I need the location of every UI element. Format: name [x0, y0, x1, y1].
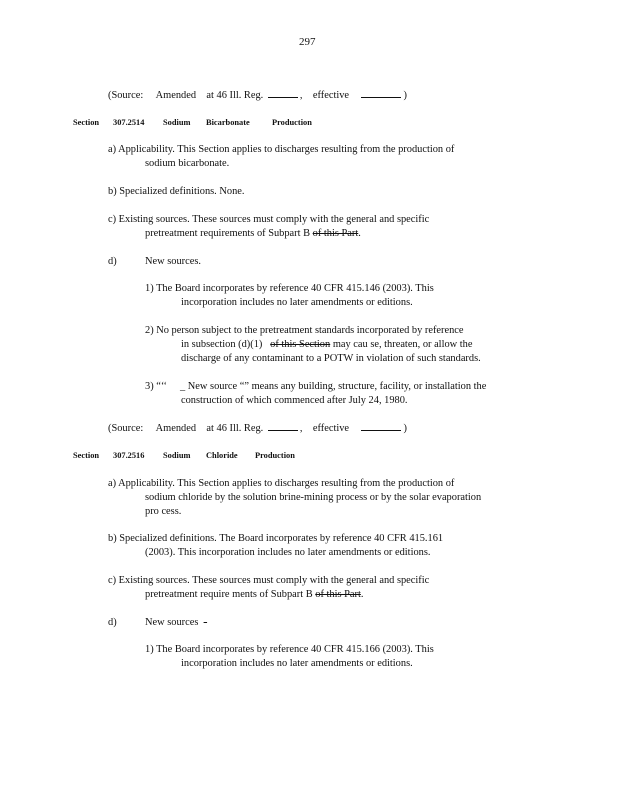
register-page-blank [268, 88, 298, 98]
section-word: Section [73, 451, 100, 460]
paragraph-line: c) Existing sources. These sources must comply with the general and specific [108, 575, 430, 586]
effective-date-blank [361, 88, 401, 98]
paragraph-line: b) Specialized definitions. None. [108, 186, 245, 197]
paragraph-line [145, 380, 486, 393]
paragraph-line: 1) The Board incorporates by reference 40 CFR 415.146 (2003). This [145, 283, 434, 294]
paragraph-line: 2) No person subject to the pretreatment standards incorporated by reference [145, 325, 464, 336]
paragraph-line: 1) The Board incorporates by reference 40 CFR 415.166 (2003). This [145, 644, 434, 655]
paragraph-line: incorporation includes no later amendments or editions. [181, 658, 413, 669]
section-word: Section [73, 118, 100, 127]
deleted-text: of this Part [312, 228, 359, 239]
source-effective: effective [312, 423, 350, 434]
section-heading [0, 118, 618, 130]
paragraph-line: sodium bicarbonate. [145, 158, 230, 169]
deleted-text: of this Section [270, 339, 331, 350]
text-run: New sources [145, 617, 199, 628]
deleted-text: of this Part [315, 589, 361, 600]
paragraph-line: New sources. [145, 256, 201, 267]
section-title-word: Sodium [163, 118, 191, 127]
text-run: may cau se, threaten, or allow the [332, 339, 473, 350]
paragraph-line: a) Applicability. This Section applies to discharges resulting from the production of [108, 478, 455, 489]
text-run: pretreatment require ments of Subpart B [145, 589, 313, 600]
source-reg: at 46 Ill. Reg. [206, 423, 264, 434]
paragraph-label: d) [108, 256, 117, 267]
text-run: _ New source “” means any building, structure, facility, or installation the [180, 381, 487, 392]
source-note: (Source: Amended at 46 Ill. Reg. , effective ) [108, 90, 407, 101]
effective-date-blank [361, 421, 401, 431]
source-effective: effective [312, 90, 350, 101]
paragraph-line: discharge of any contaminant to a POTW in violation of such standards. [181, 353, 481, 364]
source-close: ) [403, 423, 407, 434]
paragraph-line: (2003). This incorporation includes no later amendments or editions. [145, 547, 431, 558]
section-title-word: Production [255, 451, 295, 460]
register-page-blank [268, 421, 298, 431]
deleted-text: - [203, 617, 208, 628]
source-amended: Amended [155, 423, 197, 434]
paragraph-label: d) [108, 617, 117, 628]
page-number: 297 [299, 36, 316, 48]
paragraph-line [181, 338, 472, 351]
paragraph-line: pro cess. [145, 506, 182, 517]
section-title-word: Sodium [163, 451, 191, 460]
section-number: 307.2516 [113, 451, 145, 460]
source-label: (Source: [108, 90, 144, 101]
paragraph-line: b) Specialized definitions. The Board incorporates by reference 40 CFR 415.161 [108, 533, 444, 544]
paragraph-line [145, 616, 207, 629]
paragraph-line: c) Existing sources. These sources must comply with the general and specific [108, 214, 430, 225]
section-title-word: Bicarbonate [206, 118, 250, 127]
text-run: . [360, 589, 364, 600]
source-note: (Source: Amended at 46 Ill. Reg. , effective ) [108, 423, 407, 434]
text-run: 3) “‘‘ [145, 381, 168, 392]
source-label: (Source: [108, 423, 144, 434]
section-heading [0, 451, 618, 463]
section-title-word: Production [272, 118, 312, 127]
paragraph-line: incorporation includes no later amendments or editions. [181, 297, 413, 308]
text-run: in subsection (d)(1) [181, 339, 263, 350]
paragraph-line: a) Applicability. This Section applies to discharges resulting from the production of [108, 144, 455, 155]
source-close: ) [403, 90, 407, 101]
source-reg: at 46 Ill. Reg. [206, 90, 264, 101]
section-number: 307.2514 [113, 118, 145, 127]
source-amended: Amended [155, 90, 197, 101]
text-run: pretreatment requirements of Subpart B [145, 228, 311, 239]
paragraph-line: sodium chloride by the solution brine-mining process or by the solar evaporation [145, 492, 482, 503]
paragraph-line [145, 227, 361, 240]
paragraph-line: construction of which commenced after July 24, 1980. [181, 395, 408, 406]
text-run: . [358, 228, 361, 239]
section-title-word: Chloride [206, 451, 238, 460]
paragraph-line [145, 588, 363, 601]
